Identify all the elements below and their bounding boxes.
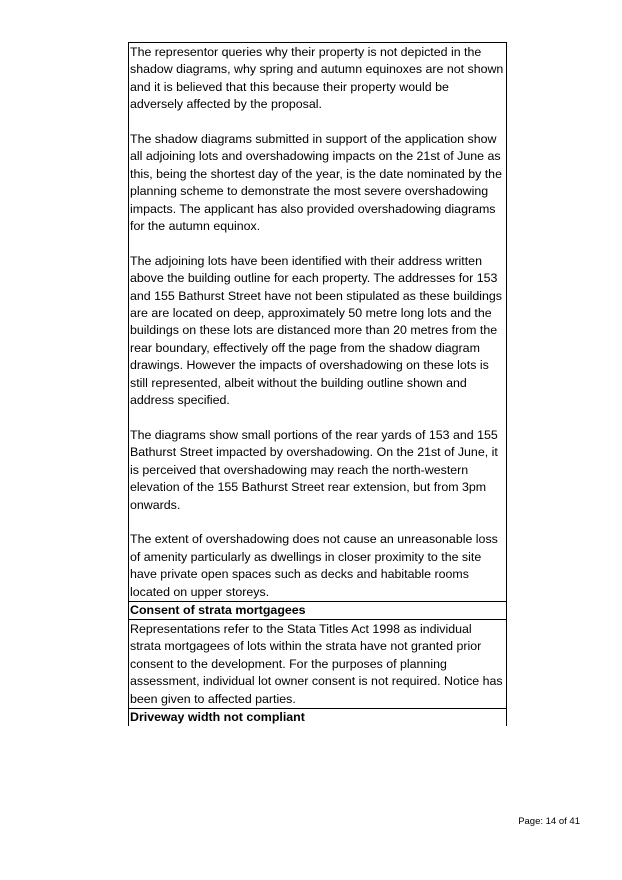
- section-heading-driveway-width: Driveway width not compliant: [130, 709, 305, 724]
- paragraph: Representations refer to the Stata Titles Act 1998 as individual strata mortgagees of lots within the strata have not granted prior consent to the development. For the purposes of planning assessment, individual lot owner consent is not required. Notice has been given to affected parties.: [130, 621, 503, 706]
- paragraph: The shadow diagrams submitted in support of the application show all adjoining lots and overshadowing impacts on the 21st of June as this, being the shortest day of the year, is the date nominated by the planning scheme to demonstrate the most severe overshadowing impacts. The applicant has also provided overshadowing diagrams for the autumn equinox.: [130, 132, 502, 234]
- paragraph: The diagrams show small portions of the rear yards of 153 and 155 Bathurst Street impacted by overshadowing. On the 21st of June, it is perceived that overshadowing may reach the north-western elevation of the 155 Bathurst Street rear extension, but from 3pm onwards.: [130, 427, 498, 512]
- paragraph: The adjoining lots have been identified with their address written above the building outline for each property. The addresses for 153 and 155 Bathurst Street have not been stipulated as these buildings are are located on deep, approximately 50 metre long lots and the buildings on these lots are distanced more than 20 metres from the rear boundary, effectively off the page from the shadow diagram drawings. However the impacts of overshadowing on these lots is still represented, albeit without the building outline shown and address specified.: [130, 253, 502, 408]
- page-number: Page: 14 of 41: [518, 816, 580, 827]
- paragraph: The representor queries why their property is not depicted in the shadow diagrams, why spring and autumn equinoxes are not shown and it is believed that this because their property would be adversely affected by the proposal.: [130, 45, 504, 112]
- section-heading-strata-mortgagees: Consent of strata mortgagees: [129, 602, 506, 620]
- paragraph: The extent of overshadowing does not cause an unreasonable loss of amenity particularly as dwellings in closer proximity to the site have private open spaces such as decks and habitable rooms located on upper storeys.: [130, 532, 498, 599]
- strata-mortgagees-response-cell: [129, 620, 506, 709]
- assessment-table: [128, 42, 507, 726]
- overshadowing-response-cell: [129, 43, 506, 602]
